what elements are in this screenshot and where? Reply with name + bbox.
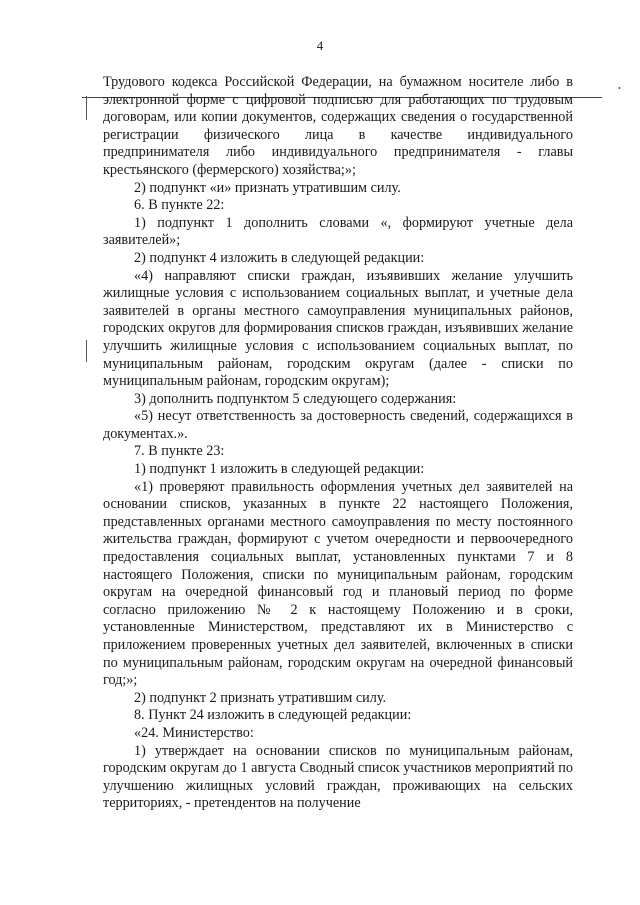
scan-dot: • — [618, 84, 621, 93]
paragraph: 3) дополнить подпунктом 5 следующего содержания: — [134, 390, 457, 407]
scan-margin-mark — [86, 340, 87, 362]
page-number: 4 — [316, 38, 324, 53]
paragraph: 1) подпункт 1 изложить в следующей редакции: — [134, 461, 425, 478]
paragraph: «4) направляют списки граждан, изъявивших желание улучшить жилищные условия с использованием социальных выплат, и учетные дела заявителей в органы местного самоуправления муниципальных районов, городских округов для формирования списков граждан, изъявивших желание улучшить жилищные условия с использованием социальных выплат, по муниципальным районам, городским округам (далее - списки по муниципальным районам, городским округам); — [103, 267, 573, 390]
paragraph: 2) подпункт 4 изложить в следующей редакции: — [134, 249, 425, 266]
paragraph: «24. Министерство: — [134, 724, 254, 741]
paragraph: 6. В пункте 22: — [134, 197, 225, 214]
paragraph: «1) проверяют правильность оформления учетных дел заявителей на основании списков, указанных в пункте 22 настоящего Положения, представленных органами местного самоуправления по месту постоянного жительства граждан, формируют с учетом очередности и первоочередного предоставления социальных выплат, установленных пунктами 7 и 8 настоящего Положения, списки по муниципальным районам, городским округам на очередной финансовый год и плановый период по форме согласно приложению № 2 к настоящему Положению и в сроки, установленные Министерством, представляют их в Министерство с приложением проверенных учетных дел заявителей, включенных в списки по муниципальным районам, городским округам на очередной финансовый год;»; — [103, 478, 573, 689]
document-body — [103, 74, 573, 813]
paragraph: 2) подпункт «и» признать утратившим силу. — [134, 179, 401, 196]
scan-margin-mark — [86, 96, 87, 120]
paragraph: 7. В пункте 23: — [134, 443, 225, 460]
paragraph: 2) подпункт 2 признать утратившим силу. — [134, 689, 387, 706]
paragraph: 1) утверждает на основании списков по муниципальным районам, городским округам до 1 августа Сводный список участников мероприятий по улучшению жилищных условий граждан, проживающих на сельских территориях, - претендентов на получение — [103, 742, 573, 812]
paragraph: «5) несут ответственность за достоверность сведений, содержащихся в документах.». — [103, 408, 573, 442]
paragraph: Трудового кодекса Российской Федерации, на бумажном носителе либо в электронной форме с цифровой подписью для работающих по трудовым договорам, или копии документов, содержащих сведения о государственной регистрации физического лица в качестве индивидуального предпринимателя либо индивидуального предпринимателя - главы крестьянского (фермерского) хозяйства;»; — [103, 74, 573, 178]
paragraph: 1) подпункт 1 дополнить словами «, формируют учетные дела заявителей»; — [103, 214, 573, 249]
paragraph: 8. Пункт 24 изложить в следующей редакции: — [134, 707, 412, 724]
